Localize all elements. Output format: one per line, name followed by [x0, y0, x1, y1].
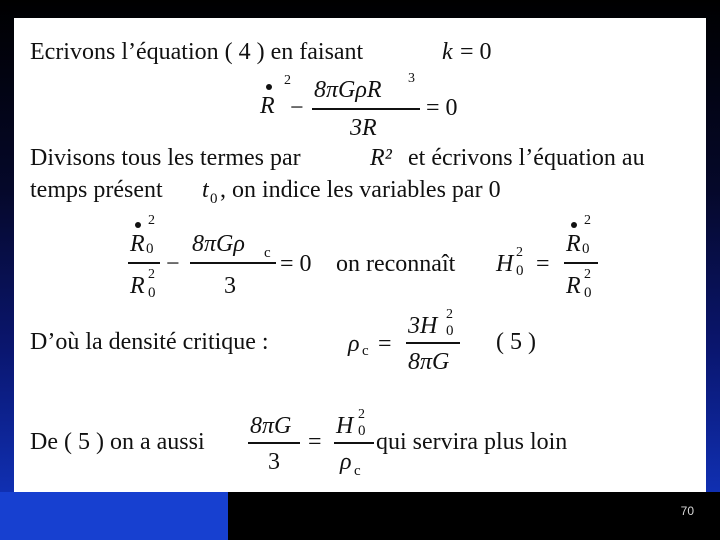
- eq1-num-exp: 3: [408, 71, 415, 86]
- blue-corner-decoration: [0, 492, 228, 540]
- eq1-r: R: [260, 93, 275, 119]
- line4-rho: ρ: [348, 331, 360, 357]
- line5-left-fraction-bar: [248, 442, 300, 444]
- line5-text-a: De ( 5 ) on a aussi: [30, 429, 205, 455]
- line4-label: ( 5 ): [496, 329, 536, 355]
- line4-fraction-bar: [406, 342, 460, 344]
- eq1-rdot: [266, 84, 272, 90]
- eq2-r-num-sub: 0: [146, 241, 154, 257]
- line2-text-b: et écrivons l’équation au: [408, 145, 645, 171]
- eq1-den: 3R: [350, 115, 377, 141]
- eq2-r-den: R: [130, 273, 145, 299]
- line5-eq: =: [308, 429, 322, 455]
- line5-h-sub: 0: [358, 423, 366, 439]
- eq2-rho-sub: c: [264, 245, 271, 261]
- line1-text: Ecrivons l’équation ( 4 ) en faisant: [30, 39, 364, 65]
- line1-eq: = 0: [460, 39, 492, 65]
- eq1-eq: = 0: [426, 95, 458, 121]
- eq2-right-r-exp: 2: [584, 213, 591, 228]
- eq2-right-r-num-sub: 0: [582, 241, 590, 257]
- line2-text-a: Divisons tous les termes par: [30, 145, 301, 171]
- line4-eq: =: [378, 331, 392, 357]
- eq2-left-fraction-bar: [128, 262, 160, 264]
- eq2-equals: =: [536, 251, 550, 277]
- eq2-middle-fraction-bar: [190, 262, 276, 264]
- line2-r2: R²: [370, 145, 392, 171]
- line3-text-b: , on indice les variables par 0: [220, 177, 501, 203]
- line5-rho: ρ: [340, 449, 352, 475]
- line5-rho-sub: c: [354, 463, 361, 479]
- line5-num: 8πG: [250, 413, 292, 439]
- page-number: 70: [680, 504, 694, 518]
- eq2-eq: = 0: [280, 251, 312, 277]
- eq1-minus: −: [290, 95, 304, 121]
- line3-text-a: temps présent: [30, 177, 163, 203]
- eq2-right-r-num: R: [566, 231, 581, 257]
- eq2-h-exp: 2: [516, 245, 523, 260]
- line5-right-fraction-bar: [334, 442, 374, 444]
- eq2-right-rdot: [571, 222, 577, 228]
- line3-t: t: [202, 177, 209, 203]
- eq2-r-num: R: [130, 231, 145, 257]
- line4-text: D’où la densité critique :: [30, 329, 269, 355]
- eq2-right-r-den-exp: 2: [584, 267, 591, 282]
- eq2-rdot: [135, 222, 141, 228]
- line5-text-b: qui servira plus loin: [376, 429, 568, 455]
- line5-h: H: [336, 413, 354, 439]
- eq2-right-fraction-bar: [564, 262, 598, 264]
- eq2-r-den-exp: 2: [148, 267, 155, 282]
- eq2-minus: −: [166, 251, 180, 277]
- line4-num-exp: 2: [446, 307, 453, 322]
- eq2-h-sub: 0: [516, 263, 524, 279]
- line4-num-sub: 0: [446, 323, 454, 339]
- line4-num: 3H: [408, 313, 438, 339]
- eq1-fraction-bar: [312, 108, 420, 110]
- eq2-h: H: [496, 251, 514, 277]
- eq2-right-r-den: R: [566, 273, 581, 299]
- eq2-right-r-den-sub: 0: [584, 285, 592, 301]
- eq1-num: 8πGρR: [314, 77, 382, 103]
- line5-h-exp: 2: [358, 407, 365, 422]
- eq2-r-den-sub: 0: [148, 285, 156, 301]
- eq2-den: 3: [224, 273, 236, 299]
- line1-k: k: [442, 39, 453, 65]
- eq2-reconnait: on reconnaît: [336, 251, 456, 277]
- eq1-exp: 2: [284, 73, 291, 88]
- footer-bar: [228, 492, 720, 540]
- eq2-r-exp: 2: [148, 213, 155, 228]
- line3-t-sub: 0: [210, 191, 218, 207]
- slide-content: [14, 18, 706, 492]
- eq2-num: 8πGρ: [192, 231, 245, 257]
- line5-den: 3: [268, 449, 280, 475]
- line4-rho-sub: c: [362, 343, 369, 359]
- line4-den: 8πG: [408, 349, 450, 375]
